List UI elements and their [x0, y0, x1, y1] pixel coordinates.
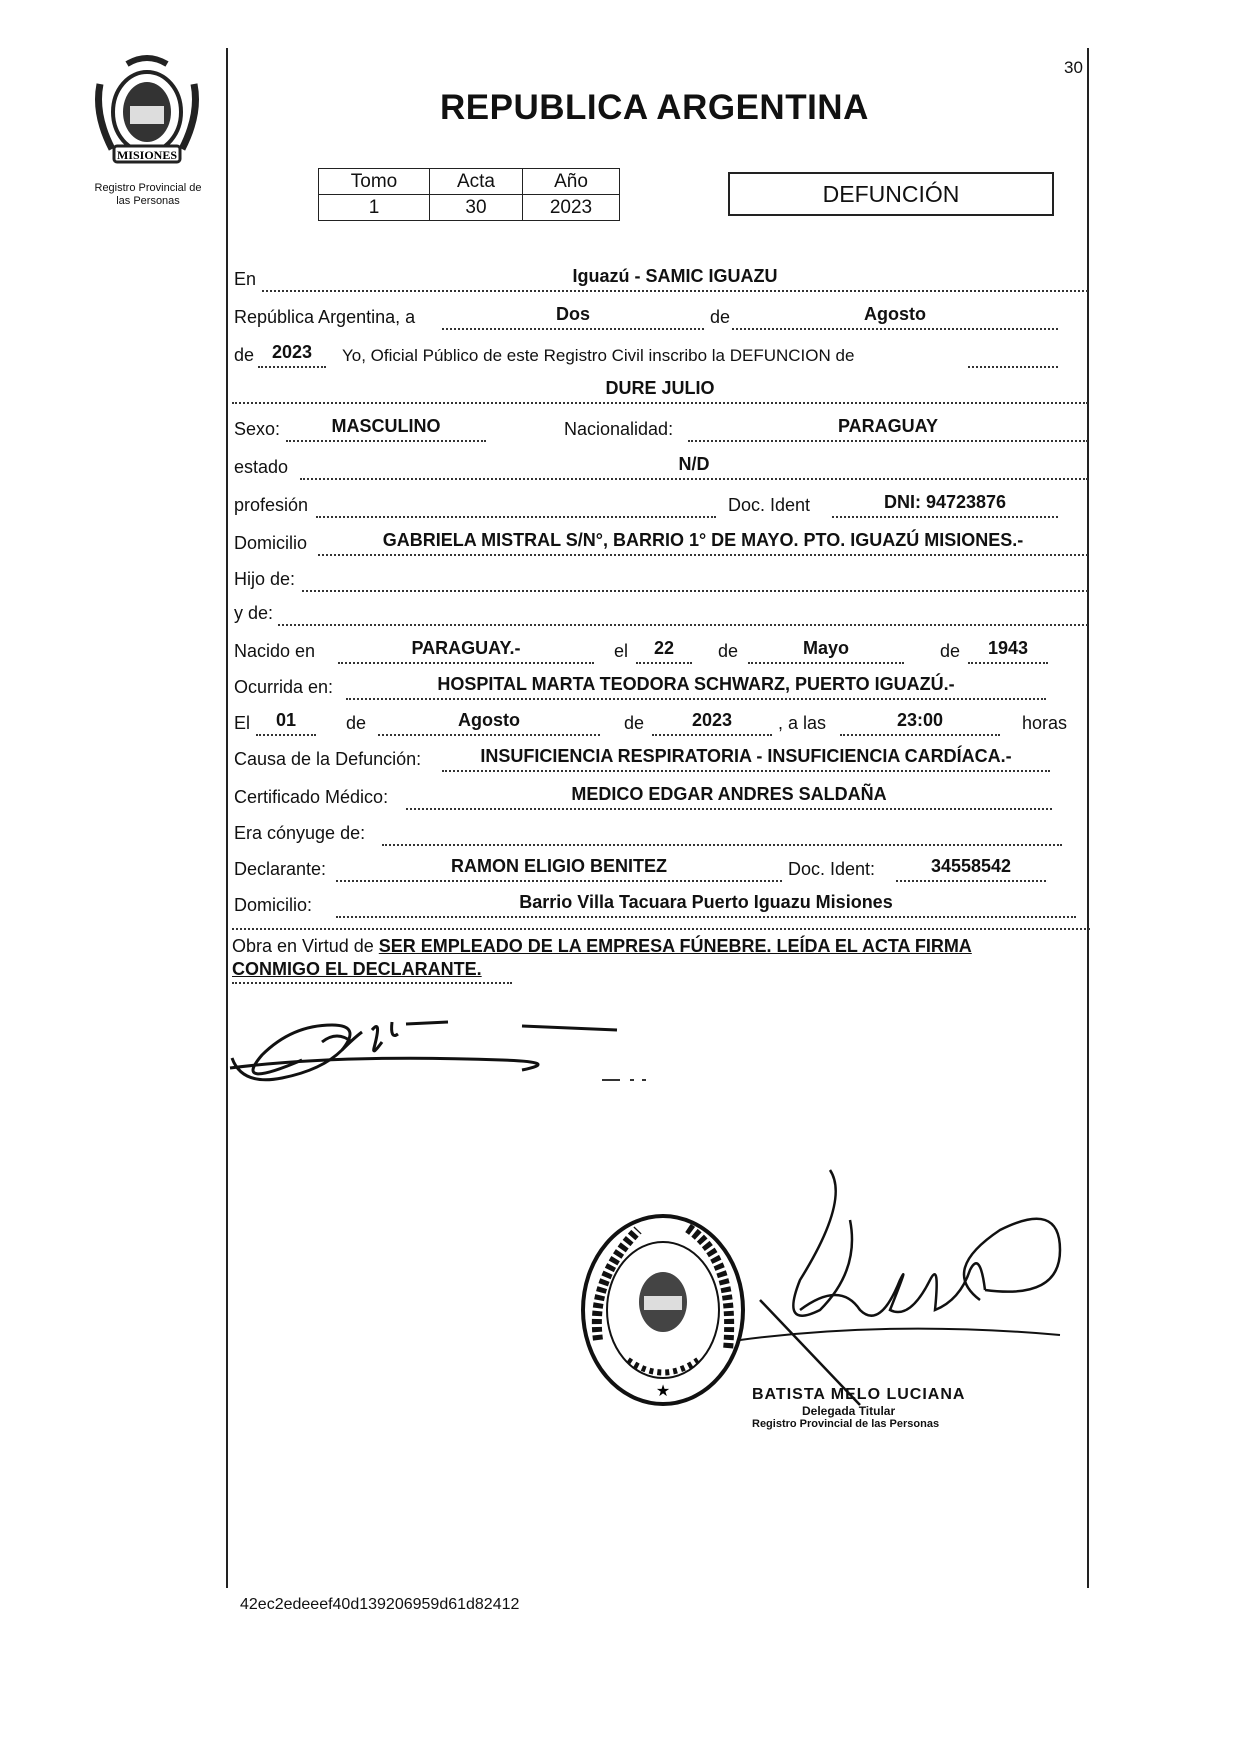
obra-line-1: SER EMPLEADO DE LA EMPRESA FÚNEBRE. LEÍDA EL ACTA FIRMA	[378, 936, 972, 956]
nacionalidad-label: Nacionalidad:	[564, 419, 674, 439]
registry-label: Registro Provincial de las Personas	[94, 182, 202, 207]
conyuge-label: Era cónyuge de:	[234, 823, 366, 843]
row-conyuge	[232, 816, 1092, 848]
horas-label: horas	[1022, 713, 1068, 733]
sexo-field: MASCULINO	[286, 414, 486, 442]
dia-letras-field: Dos	[442, 302, 704, 330]
nac-mes-field: Mayo	[748, 636, 904, 664]
acta-header: Acta	[430, 169, 523, 195]
mes-field: Agosto	[732, 302, 1058, 330]
nac-dia-field: 22	[636, 636, 692, 664]
profesion-label: profesión	[234, 495, 309, 515]
declarante-domicilio-label: Domicilio:	[234, 895, 313, 915]
de-label-1: de	[710, 307, 731, 327]
certificado-field: MEDICO EDGAR ANDRES SALDAÑA	[406, 782, 1052, 810]
nacionalidad-field: PARAGUAY	[688, 414, 1088, 442]
certificado-label: Certificado Médico:	[234, 787, 389, 807]
ocurrida-label: Ocurrida en:	[234, 677, 334, 697]
estado-field: N/D	[300, 452, 1088, 480]
declarant-signature	[222, 990, 742, 1100]
official-org: Registro Provincial de las Personas	[752, 1418, 940, 1430]
hijo-label: Hijo de:	[234, 569, 296, 589]
domicilio-label: Domicilio	[234, 533, 308, 553]
inscribo-tail-field	[968, 340, 1058, 368]
profesion-field	[316, 490, 716, 518]
causa-field: INSUFICIENCIA RESPIRATORIA - INSUFICIENCIA CARDÍACA.-	[442, 744, 1050, 772]
row-domicilio	[232, 526, 1092, 558]
official-name-block	[752, 1386, 1012, 1430]
ocurrida-field: HOSPITAL MARTA TEODORA SCHWARZ, PUERTO IGUAZÚ.-	[346, 672, 1046, 700]
obra-label: Obra en Virtud de	[232, 936, 374, 956]
document-hash: 42ec2edeeef40d139206959d61d82412	[240, 1596, 520, 1613]
nac-de-label-1: de	[718, 641, 739, 661]
tomo-acta-anio-table	[318, 168, 620, 221]
declarante-doc-field: 34558542	[896, 854, 1046, 882]
doc-ident-field: DNI: 94723876	[832, 490, 1058, 518]
a-las-label: , a las	[778, 713, 827, 733]
row-sexo	[232, 412, 1092, 444]
de-label-2: de	[234, 345, 255, 365]
nac-de-label-2: de	[940, 641, 961, 661]
nacido-label: Nacido en	[234, 641, 316, 661]
el-label-2: El	[234, 713, 251, 733]
def-dia-field: 01	[256, 708, 316, 736]
causa-label: Causa de la Defunción:	[234, 749, 422, 769]
declarante-label: Declarante:	[234, 859, 327, 879]
estado-label: estado	[234, 457, 289, 477]
def-de-label-2: de	[624, 713, 645, 733]
row-causa	[232, 742, 1092, 774]
hora-field: 23:00	[840, 708, 1000, 736]
nombre-field: DURE JULIO	[232, 376, 1088, 404]
yde-field	[278, 598, 1088, 626]
hijo-field	[302, 564, 1088, 592]
nacido-en-field: PARAGUAY.-	[338, 636, 594, 664]
en-field: Iguazú - SAMIC IGUAZU	[262, 264, 1088, 292]
row-fecha	[232, 300, 1092, 332]
domicilio-field: GABRIELA MISTRAL S/N°, BARRIO 1° DE MAYO. PTO. IGUAZÚ MISIONES.-	[318, 528, 1088, 556]
row-profesion	[232, 488, 1092, 520]
anio-header: Año	[523, 169, 620, 195]
svg-text:MISIONES: MISIONES	[116, 148, 178, 162]
declarante-doc-label: Doc. Ident:	[788, 859, 876, 879]
obra-line-2: CONMIGO EL DECLARANTE.	[232, 959, 482, 979]
row-inscribo	[232, 338, 1092, 370]
misiones-coat-of-arms-logo	[92, 54, 202, 166]
en-label: En	[234, 269, 257, 289]
row-hijo	[232, 562, 1092, 594]
row-ocurrida	[232, 670, 1092, 702]
official-role: Delegada Titular	[802, 1404, 896, 1418]
official-signature	[740, 1160, 1070, 1410]
official-name: BATISTA MELO LUCIANA	[752, 1386, 966, 1403]
row-declarante	[232, 852, 1092, 884]
obra-en-virtud-block	[232, 928, 1090, 998]
conyuge-field	[382, 818, 1062, 846]
document-title: REPUBLICA ARGENTINA	[440, 88, 869, 127]
row-nombre	[232, 374, 1092, 406]
svg-text:★: ★	[655, 1383, 671, 1400]
def-de-label-1: de	[346, 713, 367, 733]
def-anio-field: 2023	[652, 708, 772, 736]
declarante-field: RAMON ELIGIO BENITEZ	[336, 854, 782, 882]
sexo-label: Sexo:	[234, 419, 281, 439]
declarante-domicilio-field: Barrio Villa Tacuara Puerto Iguazu Misiones	[336, 890, 1076, 918]
row-fecha-defuncion	[232, 706, 1092, 738]
row-en	[232, 262, 1092, 294]
page-number: 30	[1064, 58, 1083, 77]
anio-value: 2023	[523, 195, 620, 221]
inscribo-text: Yo, Oficial Público de este Registro Civil inscribo la DEFUNCION de	[342, 346, 855, 365]
yde-label: y de:	[234, 603, 274, 623]
row-decl-domicilio	[232, 888, 1092, 920]
tomo-header: Tomo	[319, 169, 430, 195]
row-nacido	[232, 634, 1092, 666]
rep-label: República Argentina, a	[234, 307, 416, 327]
el-label: el	[614, 641, 629, 661]
doc-type-box: DEFUNCIÓN	[728, 172, 1054, 216]
anio-field: 2023	[258, 340, 326, 368]
row-certificado	[232, 780, 1092, 812]
def-mes-field: Agosto	[378, 708, 600, 736]
row-estado	[232, 450, 1092, 482]
nac-anio-field: 1943	[968, 636, 1048, 664]
left-margin-line	[226, 48, 228, 1588]
doc-ident-label: Doc. Ident	[728, 495, 811, 515]
official-stamp	[578, 1210, 748, 1410]
row-yde	[232, 596, 1092, 628]
acta-value: 30	[430, 195, 523, 221]
tomo-value: 1	[319, 195, 430, 221]
